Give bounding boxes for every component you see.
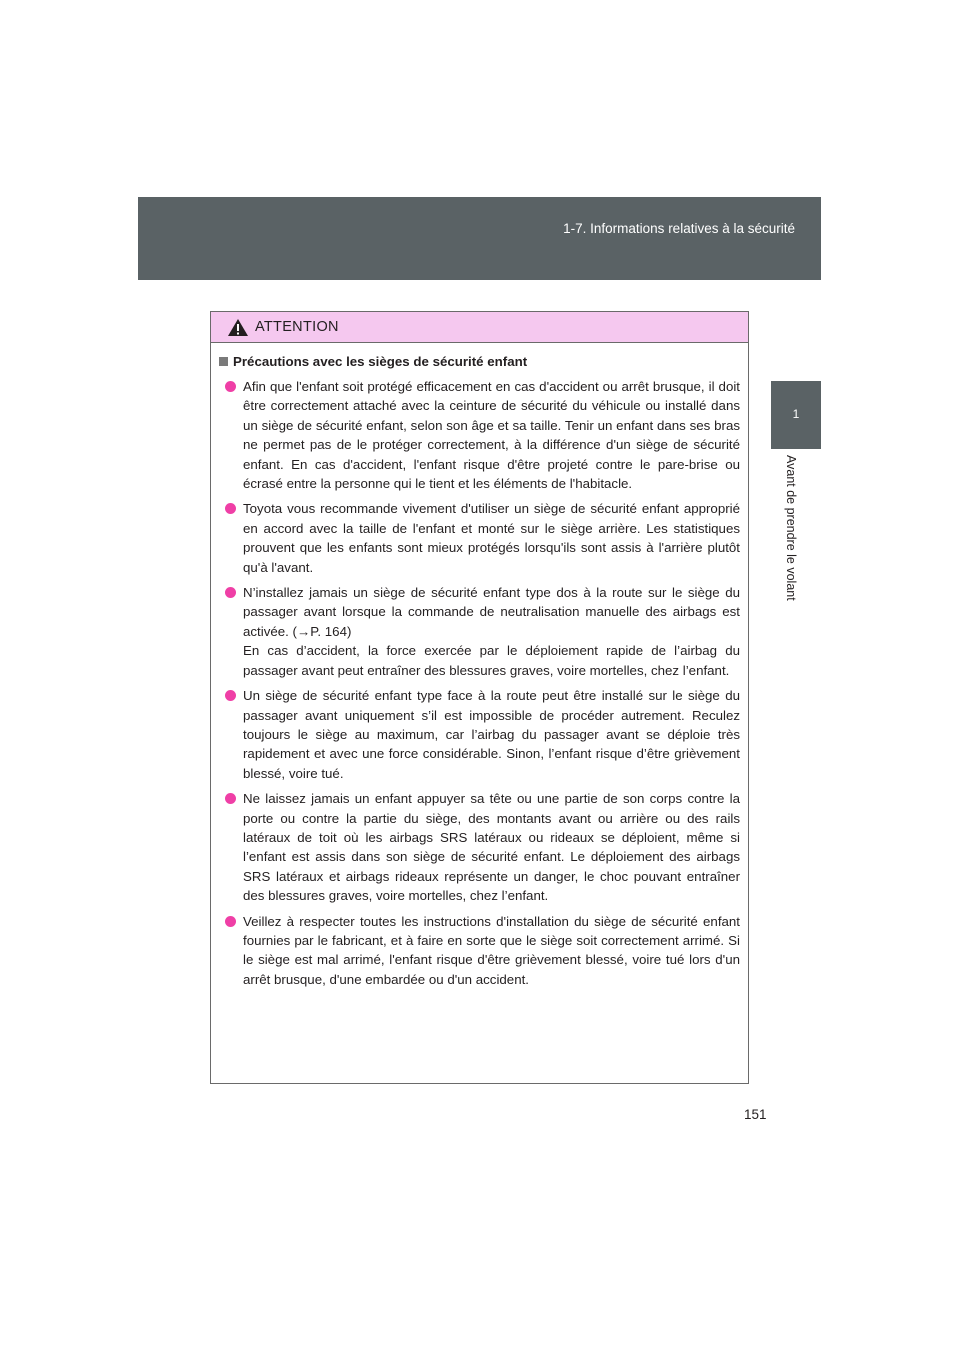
chapter-tab [771,381,821,449]
bullet-dot-icon [225,587,236,598]
bullet-dot-icon [225,381,236,392]
list-item [219,912,740,990]
chapter-label [784,455,808,630]
chapter-label-text: Avant de prendre le volant [784,455,798,601]
section-title-header: 1-7. Informations relatives à la sécurité [563,221,795,236]
section-heading [219,354,740,369]
bullet-dot-icon [225,916,236,927]
page-number: 151 [744,1107,767,1122]
square-bullet-icon [219,357,228,366]
list-item [219,499,740,577]
warning-title: ATTENTION [255,319,339,335]
warning-header [211,312,748,343]
bullet-dot-icon [225,503,236,514]
bullet-dot-icon [225,690,236,701]
list-item-text: Toyota vous recommande vivement d'utiliser un siège de sécurité enfant approprié en accord avec la taille de l'enfant et monté sur le siège arrière. Les statistiques prouvent que les enfants sont mieux protégés lorsqu'ils sont assis à l'arrière plutôt qu'à l'avant. [243,501,740,575]
list-item [219,789,740,905]
list-item [219,583,740,680]
list-item [219,686,740,783]
list-item-text: Afin que l'enfant soit protégé efficacement en cas d'accident ou arrêt brusque, il doit être correctement attaché avec la ceinture de sécurité du véhicule ou installé dans un siège de sécurité enfant, selon son âge et sa taille. Tenir un enfant dans ses bras ne permet pas de le protéger correctement, à la différence d'un siège de sécurité enfant. En cas d'accident, l'enfant risque d'être projeté contre le pare-brise ou écrasé entre la personne qui le tient et les éléments de l'habitacle. [243,379,740,492]
list-item-text: Veillez à respecter toutes les instructions d'installation du siège de sécurité enfant fournies par le fabricant, et à faire en sorte que le siège soit correctement arrimé. Si le siège est mal arrimé, l'enfant risque d'être grièvement blessé, voire tué lors d'un arrêt brusque, d'une embardée ou d'un accident. [243,913,740,987]
header-bar [138,197,821,280]
list-item-text: N’installez jamais un siège de sécurité enfant type dos à la route sur le siège du passager avant lorsque la commande de neutralisation manuelle des airbags est activée. (→P. 164) En cas d’accident, la force exercée par le déploiement rapide de l’airbag du passager avant peut entraîner des blessures graves, voire mortelles, chez l’enfant. [243,585,740,678]
precaution-list [219,377,740,989]
list-item-text: Un siège de sécurité enfant type face à la route peut être installé sur le siège du passager avant uniquement s’il est impossible de procéder autrement. Reculez toujours le siège au maximum, car l’airbag du passager avant se déploie très rapidement et avec une force considérable. Sinon, l’enfant risque d’être grièvement blessé, voire tué. [243,688,740,781]
warning-triangle-icon [227,318,249,337]
warning-box [210,311,749,1084]
warning-content [211,343,748,989]
list-item-text: Ne laissez jamais un enfant appuyer sa tête ou une partie de son corps contre la porte ou contre la partie du siège, des montants avant ou arrière ou des rails latéraux de toit où les airbags SRS latéraux ou rideaux se déploient, même si l’enfant est assis dans son siège de sécurité enfant. Le déploiement des airbags SRS latéraux et airbags rideaux représente un danger, le choc pouvant entraîner des blessures graves, voire mortelles, chez l’enfant. [243,791,740,904]
chapter-number: 1 [792,407,800,421]
list-item [219,377,740,493]
bullet-dot-icon [225,793,236,804]
section-heading-text: Précautions avec les sièges de sécurité enfant [233,354,528,369]
